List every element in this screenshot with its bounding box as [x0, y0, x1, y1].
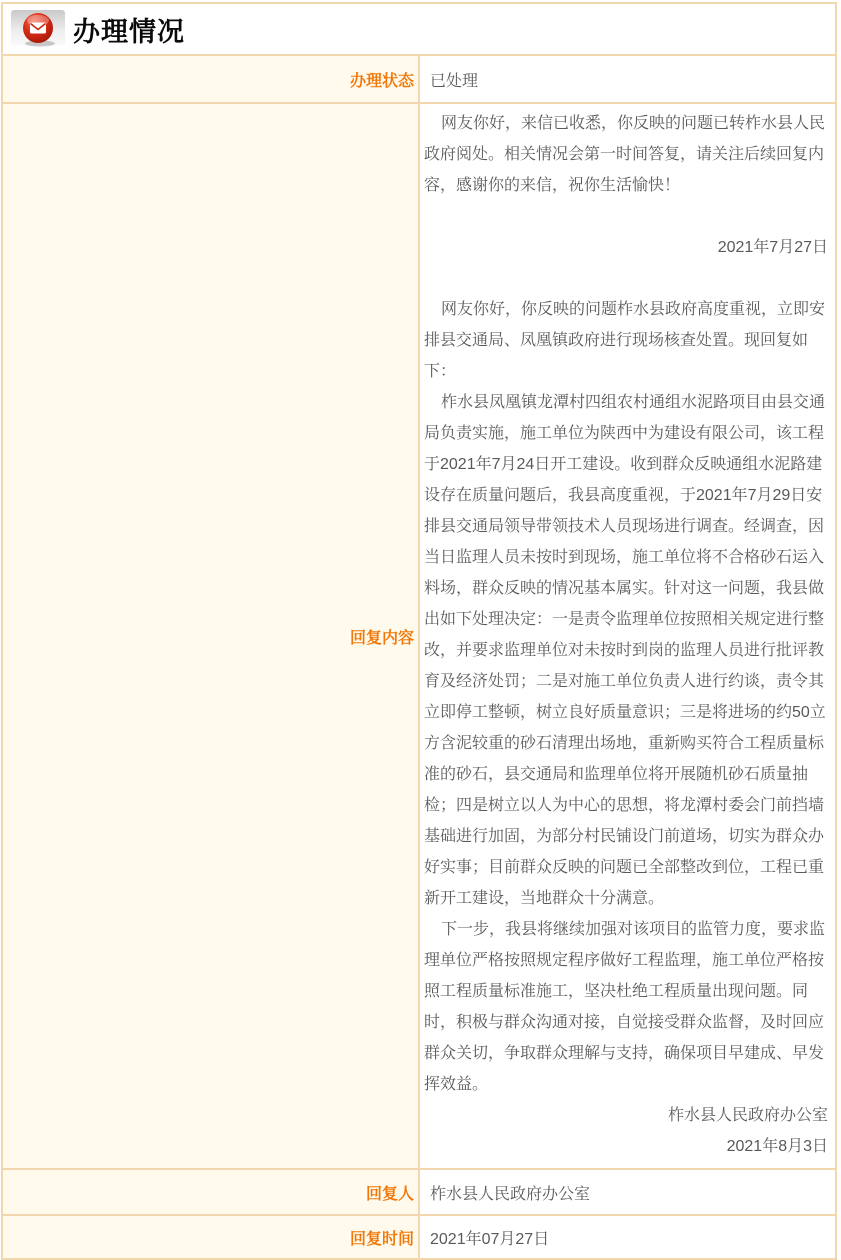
- processing-status-table: [1, 2, 837, 1260]
- right-aligned-line: 柞水县人民政府办公室: [667, 1107, 828, 1124]
- reply-content-label: 回复内容: [2, 103, 419, 1169]
- reply-content-blocks: [424, 108, 828, 1162]
- reply-time-label: 回复时间: [2, 1215, 419, 1259]
- blank-line: [424, 201, 828, 232]
- reply-paragraph: 网友你好，来信已收悉，你反映的问题已转柞水县人民政府阅处。相关情况会第一时间答复，请关注后续回复内容，感谢你的来信，祝你生活愉快！: [424, 115, 826, 194]
- reply-time-value: 2021年07月27日: [419, 1215, 836, 1259]
- reply-time-row: [2, 1215, 836, 1259]
- replier-value: 柞水县人民政府办公室: [419, 1169, 836, 1215]
- reply-paragraph: 柞水县凤凰镇龙潭村四组农村通组水泥路项目由县交通局负责实施，施工单位为陕西中为建设有限公司，该工程于2021年7月24日开工建设。收到群众反映通组水泥路建设存在质量问题后，我县高度重视，于2021年7月29日安排县交通局领导带领技术人员现场进行调查。经调查，因当日监理人员未按时到现场，施工单位将不合格砂石运入料场，群众反映的情况基本属实。针对这一问题，我县做出如下处理决定：一是责令监理单位按照相关规定进行整改，并要求监理单位对未按时到岗的监理人员进行批评教育及经济处罚；二是对施工单位负责人进行约谈，责令其立即停工整顿，树立良好质量意识；三是将进场的约50立方含泥较重的砂石清理出场地，重新购买符合工程质量标准的砂石，县交通局和监理单位将开展随机砂石质量抽检；四是树立以人为中心的思想，将龙潭村委会门前挡墙基础进行加固，为部分村民铺设门前道场，切实为群众办好实事；目前群众反映的问题已全部整改到位，工程已重新开工建设，当地群众十分满意。: [424, 394, 826, 907]
- status-row: [2, 55, 836, 103]
- reply-paragraph: 网友你好，你反映的问题柞水县政府高度重视，立即安排县交通局、凤凰镇政府进行现场核查处置。现回复如下：: [424, 301, 826, 380]
- replier-label: 回复人: [2, 1169, 419, 1215]
- right-aligned-line: 2021年7月27日: [717, 239, 828, 256]
- status-label: 办理状态: [2, 55, 419, 103]
- header: [11, 10, 831, 49]
- replier-row: [2, 1169, 836, 1215]
- status-value: 已处理: [419, 55, 836, 103]
- page-title: 办理情况: [73, 16, 185, 47]
- header-cell: [2, 3, 836, 55]
- right-aligned-line: 2021年8月3日: [726, 1138, 828, 1155]
- reply-content-value: [419, 103, 836, 1169]
- blank-line: [424, 263, 828, 294]
- envelope-icon: [11, 10, 65, 48]
- reply-paragraph: 下一步，我县将继续加强对该项目的监管力度，要求监理单位严格按照规定程序做好工程监理，施工单位严格按照工程质量标准施工，坚决杜绝工程质量出现问题。同时，积极与群众沟通对接，自觉接受群众监督，及时回应群众关切，争取群众理解与支持，确保项目早建成、早发挥效益。: [424, 921, 826, 1093]
- reply-content-row: [2, 103, 836, 1169]
- header-row: [2, 3, 836, 55]
